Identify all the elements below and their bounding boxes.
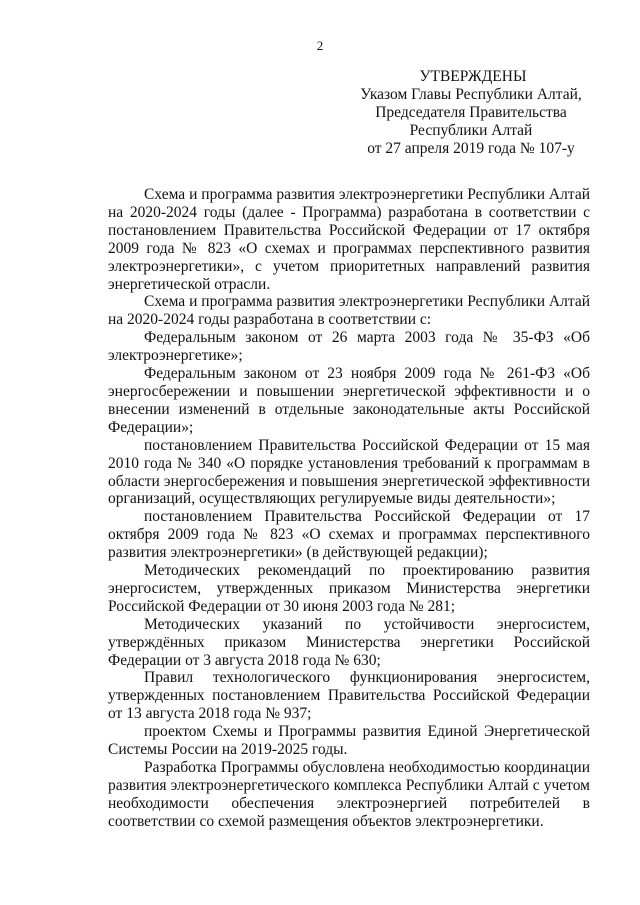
paragraph-guidelines: Методических указаний по устойчивости энергосистем, утверждённых приказом Министерства энергетики Российской Федерации от 3 августа 2018 года № 630; (108, 615, 590, 669)
paragraph-law-35: Федеральным законом от 26 марта 2003 года № 35-ФЗ «Об электроэнергетике»; (108, 329, 590, 365)
approval-title: УТВЕРЖДЕНЫ (419, 68, 527, 85)
paragraph-rules: Правил технологического функционирования энергосистем, утвержденных постановлением Правительства Российской Федерации от 13 августа 2018 года № 937; (108, 669, 590, 723)
paragraph-intro: Схема и программа развития электроэнергетики Республики Алтай на 2020-2024 годы (далее - Программа) разработана в соответствии с постановлением Правительства Российской Федерации от 17 октября 2009 года № 823 «О схемах и программах перспективного развития электроэнергетики», с учетом приоритетных направлений развития энергетической отрасли. (108, 186, 590, 293)
paragraph-basis: Схема и программа развития электроэнергетики Республики Алтай на 2020-2024 годы разработана в соответствии с: (108, 293, 590, 329)
approval-line-1: Указом Главы Республики Алтай, (360, 86, 582, 103)
page-number: 2 (316, 38, 324, 53)
paragraph-recommendations: Методических рекомендаций по проектированию развития энергосистем, утвержденных приказом Министерства энергетики Российской Федерации от 30 июня 2003 года № 281; (108, 562, 590, 615)
paragraph-decree-823: постановлением Правительства Российской Федерации от 17 октября 2009 года № 823 «О схемах и программах перспективного развития электроэнергетики» (в действующей редакции); (108, 508, 590, 562)
paragraph-rationale: Разработка Программы обусловлена необходимостью координации развития электроэнергетического комплекса Республики Алтай с учетом необходимости обеспечения электроэнергией потребителей в соответствии со схемой размещения объектов электроэнергетики. (108, 759, 590, 830)
approval-block (356, 68, 586, 158)
approval-line-4: от 27 апреля 2019 года № 107-у (367, 140, 575, 157)
approval-line-3: Республики Алтай (409, 122, 533, 139)
paragraph-law-261: Федеральным законом от 23 ноября 2009 года № 261-ФЗ «Об энергосбережении и повышении энергетической эффективности и о внесении изменений в отдельные законодательные акты Российской Федерации»; (108, 365, 590, 436)
paragraph-ees-project: проектом Схемы и Программы развития Единой Энергетической Системы России на 2019-2025 годы. (108, 723, 590, 759)
approval-line-2: Председателя Правительства (375, 104, 567, 121)
paragraph-decree-340: постановлением Правительства Российской Федерации от 15 мая 2010 года № 340 «О порядке установления требований к программам в области энергосбережения и повышения энергетической эффективности организаций, осуществляющих регулируемые виды деятельности»; (108, 436, 590, 508)
document-body (108, 186, 590, 831)
